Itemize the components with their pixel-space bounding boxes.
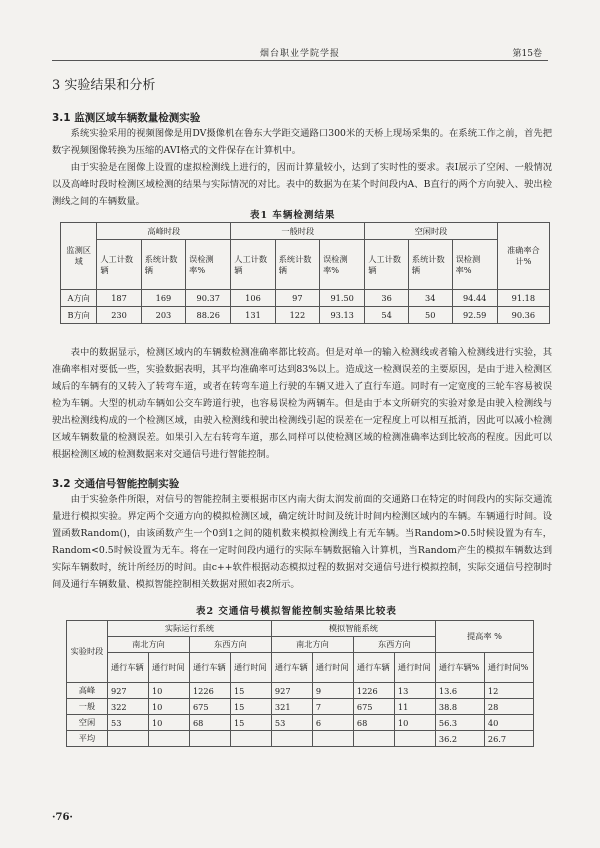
table-header: 通行车辆 [107,653,148,683]
table-header: 东西方向 [353,637,435,653]
signal-control-table [66,620,534,747]
subsection-title-3-2: 3.2 交通信号智能控制实验 [52,478,180,490]
table-header: 系统计数辆 [408,240,452,290]
table-header: 实际运行系统 [107,621,271,637]
table-header: 准确率合计% [497,223,549,290]
table-caption: 表1 车辆检测结果 [250,210,336,221]
table-header: 误检测率% [452,240,497,290]
table-row: 一般 322 10 675 15 321 7 675 11 38.8 28 [67,699,534,715]
table-header: 系统计数辆 [275,240,319,290]
running-header [52,34,548,61]
table-header: 通行时间 [394,653,435,683]
table-header: 模拟智能系统 [271,621,435,637]
table-header: 高峰时段 [97,223,231,240]
table-header: 提高率 % [435,621,533,653]
table-header: 通行车辆 [189,653,230,683]
table-header: 通行车辆 [353,653,394,683]
table-header: 误检测率% [320,240,365,290]
table-header: 实验时段 [67,621,108,683]
paragraph: 系统实验采用的视频图像是用DV摄像机在鲁东大学距交通路口300米的天桥上现场采集的。在系统工作之前，首先把数字视频图像转换为压缩的AVI格式的文件保存在计算机中。 [52,128,552,156]
table-header: 人工计数辆 [97,240,141,290]
table-header: 人工计数辆 [365,240,409,290]
journal-name: 烟台职业学院学报 [260,49,341,59]
table-row: 高峰 927 10 1226 15 927 9 1226 13 13.6 12 [67,683,534,699]
table-header: 通行时间 [312,653,353,683]
table-header: 一般时段 [231,223,365,240]
section-title: 3 实验结果和分析 [52,78,156,93]
table-row: A方向 187 169 90.37 106 97 91.50 36 34 94.44 91.18 [61,290,550,307]
table-row: B方向 230 203 88.26 131 122 93.13 54 50 92.59 90.36 [61,307,550,324]
volume-label: 第15卷 [512,49,542,59]
vehicle-detection-table [60,222,550,324]
paragraph: 表中的数据显示，检测区域内的车辆数检测准确率都比较高。但是对单一的输入检测线或者输入检测线进行实验，其准确率相对要低一些，实验数据表明，其平均准确率可达到83%以上。造成这一检测误差的主要原因，是由于进入检测区域后的车辆有的又转入了转弯车道，或者在转弯车道上行驶的车辆又进入了直行车道。同时有一定宽度的三轮车容易被误检为车辆。大型的机动车辆如公交车跨道行驶，也容易误检为两辆车。但是由于本文所研究的实验对象是由驶入检测线与驶出检测线构成的一个检测区域，由驶入检测线和驶出检测线引起的误差在一定程度上可以相互抵消，因此可以减小检测区域车辆数量的检测误差。如果引入左右转弯车道，那么同样可以使检测区域的检测准确率达到比较高的程度。因此可以根据检测区域的检测数据来对交通信号进行智能控制。 [52,347,552,460]
table-header: 南北方向 [271,637,353,653]
subsection-title-3-1: 3.1 监测区域车辆数量检测实验 [52,112,201,124]
table-header: 系统计数辆 [141,240,185,290]
table-header: 误检测率% [186,240,231,290]
table-header: 南北方向 [107,637,189,653]
paragraph: 由于实验条件所限，对信号的智能控制主要根据市区内南大街太润发前面的交通路口在特定的时间段内的实际交通流量进行模拟实验。界定两个交通方向的模拟检测区域，确定统计时间及统计时间内检测区域内的车辆。车辆通行时间。设置函数Random()，由该函数产生一个0到1之间的随机数来模拟检测线上有无车辆。当Random>0.5时候设置为有车，Random<0.5时候设置为无车。将在一定时间段内通行的实际车辆数据输入计算机，当Random产生的模拟车辆数达到实际车辆数时，统计所经历的时间。由c++软件根据动态模拟过程的数据对交通信号进行模拟控制，实际交通信号控制时间及通行车辆数量、模拟智能控制相关数据对照如表2所示。 [52,494,552,590]
table-row: 空闲 53 10 68 15 53 6 68 10 56.3 40 [67,715,534,731]
table-header: 东西方向 [189,637,271,653]
table-header: 通行车辆 [271,653,312,683]
table-row: 平均 36.2 26.7 [67,731,534,747]
table-header: 监测区域 [61,223,97,290]
table-header: 通行时间 [230,653,271,683]
table-header: 通行时间% [484,653,533,683]
table-header: 空闲时段 [365,223,498,240]
paragraph: 由于实验是在图像上设置的虚拟检测线上进行的，因而计算量较小，达到了实时性的要求。表Ⅰ展示了空闲、一般情况以及高峰时段时检测区域检测的结果与实际情况的对比。表中的数据为在某个时间段内A、B直行的两个方向驶入、驶出检测线之间的车辆数量。 [52,162,552,207]
table-caption: 表2 交通信号模拟智能控制实验结果比较表 [196,606,397,617]
table-header: 通行车辆% [435,653,484,683]
table-header: 人工计数辆 [231,240,275,290]
page-number: ·76· [52,812,73,823]
table-header: 通行时间 [148,653,189,683]
